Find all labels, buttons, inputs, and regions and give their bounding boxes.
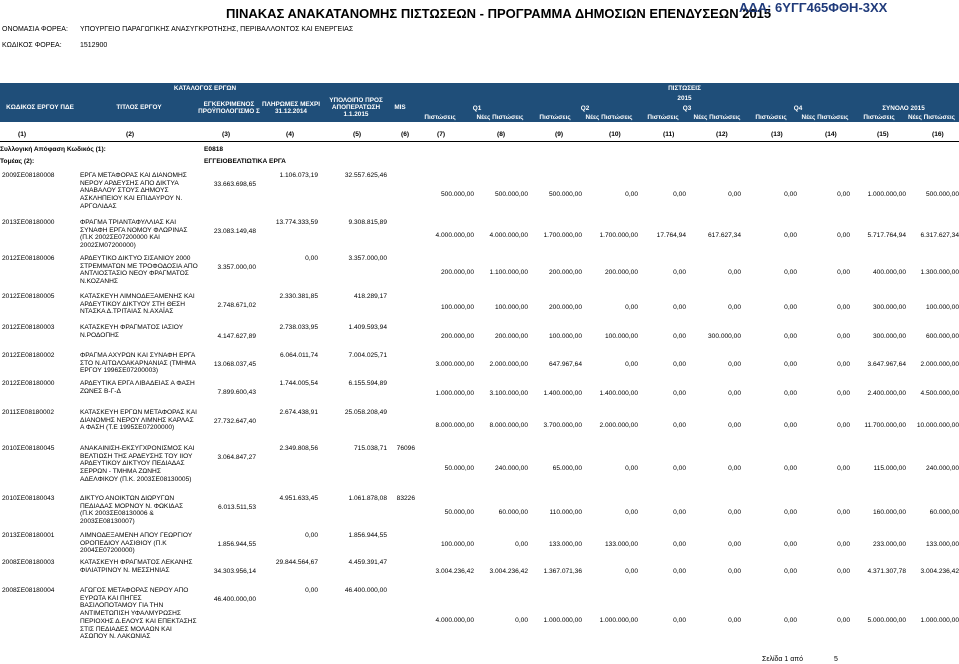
project-title: ΚΑΤΑΣΚΕΥΗ ΕΡΓΩΝ ΜΕΤΑΦΟΡΑΣ ΚΑΙ ΔΙΑΝΟΜΗΣ ΝΕΡΟΥ ΛΙΜΝΗΣ ΚΑΡΛΑΣ Α ΦΑΣΗ (Τ.Ε 1995ΣΕ07200000)	[80, 409, 197, 432]
code-col-header: ΚΩΔΙΚΟΣ ΕΡΓΟΥ ΠΔΕ	[0, 93, 80, 122]
column-number: (8)	[497, 131, 506, 138]
value-q1a: 3.000.000,00	[435, 361, 474, 368]
value-tb: 1.000.000,00	[920, 617, 959, 624]
value-c4: 6.064.011,74	[279, 352, 318, 359]
value-ta: 4.371.307,78	[867, 568, 906, 575]
value-q3a: 0,00	[673, 191, 686, 198]
column-number: (3)	[222, 131, 231, 138]
value-q3b: 300.000,00	[707, 333, 741, 340]
value-ta: 2.400.000,00	[867, 390, 906, 397]
group-sector-value: ΕΓΓΕΙΟΒΕΛΤΙΩΤΙΚΑ ΕΡΓΑ	[204, 158, 286, 165]
table-row	[0, 292, 959, 323]
q3-credit-header: Πιστώσεις	[638, 113, 688, 122]
value-q3a: 0,00	[673, 617, 686, 624]
project-code: 2009ΣΕ08180008	[2, 172, 55, 179]
code-label: ΚΩΔΙΚΟΣ ΦΟΡΕΑ:	[2, 42, 62, 49]
value-q2b: 0,00	[625, 509, 638, 516]
value-q3b: 0,00	[728, 422, 741, 429]
value-c4: 1.744.005,54	[279, 380, 318, 387]
value-q3b: 0,00	[728, 617, 741, 624]
table-row	[0, 531, 959, 558]
value-c3: 46.400.000,00	[213, 596, 256, 603]
value-q4b: 0,00	[837, 361, 850, 368]
value-q1b: 60.000,00	[498, 509, 528, 516]
value-tb: 133.000,00	[925, 541, 959, 548]
value-c4: 0,00	[305, 532, 318, 539]
table-row	[0, 171, 959, 218]
value-c3: 6.013.511,53	[217, 504, 256, 511]
project-code: 2010ΣΕ08180045	[2, 445, 55, 452]
value-q1a: 100.000,00	[440, 304, 474, 311]
value-q1b: 0,00	[515, 617, 528, 624]
q1-credit-header: Πιστώσεις	[410, 113, 470, 122]
table-row	[0, 558, 959, 586]
page-total: 5	[834, 656, 838, 663]
value-q2a: 1.367.071,36	[543, 568, 582, 575]
q4-credit-header: Πιστώσεις	[746, 113, 796, 122]
value-tb: 100.000,00	[925, 304, 959, 311]
value-q1a: 200.000,00	[440, 269, 474, 276]
value-c5: 3.357.000,00	[348, 255, 387, 262]
total-new-credit-header: Νέες Πιστώσεις	[904, 113, 959, 122]
value-ta: 5.000.000,00	[867, 617, 906, 624]
value-q1a: 8.000.000,00	[435, 422, 474, 429]
value-c3: 1.856.944,55	[217, 541, 256, 548]
value-c5: 6.155.594,89	[348, 380, 387, 387]
value-c4: 4.951.633,45	[279, 495, 318, 502]
q1-new-credit-header: Νέες Πιστώσεις	[470, 113, 530, 122]
value-c5: 4.459.391,47	[348, 559, 387, 566]
value-q3a: 0,00	[673, 361, 686, 368]
value-q2a: 110.000,00	[549, 509, 582, 516]
value-q2b: 133.000,00	[604, 541, 638, 548]
approved-col-header: ΕΓΚΕΚΡΙΜΕΝΟΣ ΠΡΟΫΠΟΛΟΓΙΣΜΟ Σ	[198, 93, 260, 122]
value-c4: 29.844.564,67	[275, 559, 318, 566]
value-ta: 300.000,00	[872, 304, 906, 311]
value-c3: 3.357.000,00	[217, 264, 256, 271]
value-q3a: 0,00	[673, 269, 686, 276]
project-title: ΚΑΤΑΣΚΕΥΗ ΦΡΑΓΜΑΤΟΣ ΙΑΣΙΟΥ Ν.ΡΟΔΟΠΗΣ	[80, 324, 183, 339]
q4-header: Q4	[748, 103, 848, 113]
catalog-header: ΚΑΤΑΛΟΓΟΣ ΕΡΓΩΝ	[0, 83, 410, 93]
mis-col-header: MIS	[390, 93, 410, 122]
value-c3: 7.899.600,43	[217, 389, 256, 396]
value-q1a: 4.000.000,00	[435, 617, 474, 624]
value-q4b: 0,00	[837, 304, 850, 311]
value-c3: 33.663.698,65	[213, 181, 256, 188]
page-label: Σελίδα 1 από	[762, 656, 803, 663]
value-q3a: 17.764,94	[656, 232, 686, 239]
column-number: (14)	[825, 131, 837, 138]
value-tb: 2.000.000,00	[920, 361, 959, 368]
value-q2b: 2.000.000,00	[599, 422, 638, 429]
value-q4b: 0,00	[837, 617, 850, 624]
table-row	[0, 254, 959, 292]
value-ta: 1.000.000,00	[867, 191, 906, 198]
value-c3: 34.303.956,14	[213, 568, 256, 575]
value-q4b: 0,00	[837, 191, 850, 198]
value-q4b: 0,00	[837, 269, 850, 276]
value-q2a: 1.000.000,00	[543, 617, 582, 624]
value-q1b: 100.000,00	[494, 304, 528, 311]
value-q1a: 50.000,00	[444, 509, 474, 516]
value-q1b: 1.100.000,00	[489, 269, 528, 276]
value-c4: 2.330.381,85	[279, 293, 318, 300]
org-label: ΟΝΟΜΑΣΙΑ ΦΟΡΕΑ:	[2, 26, 68, 33]
project-title: ΑΝΑΚΑΙΝΙΣΗ-ΕΚΣΥΓΧΡΟΝΙΣΜΟΣ ΚΑΙ ΒΕΛΤΙΩΣΗ ΤΗΣ ΑΡΔΕΥΣΗΣ ΤΟΥ ΙΙΟΥ ΑΡΔΕΥΤΙΚΟΥ ΔΙΚΤΥΟΥ ΠΕΔΙΑΔΑΣ ΣΕΡΡΩΝ - ΤΜΗΜΑ ΖΩΝΗΣ ΑΔΕΛΦΙΚΟΥ (Π.Κ. 2003ΣΕ08130005)	[80, 445, 195, 483]
project-code: 2008ΣΕ08180004	[2, 587, 55, 594]
value-q4b: 0,00	[837, 465, 850, 472]
q4-new-credit-header: Νέες Πιστώσεις	[796, 113, 854, 122]
table-row	[0, 586, 959, 656]
table-row	[0, 351, 959, 379]
value-ta: 11.700.000,00	[864, 422, 906, 429]
value-ta: 115.000,00	[873, 465, 906, 472]
value-q1b: 3.004.236,42	[489, 568, 528, 575]
q3-header: Q3	[626, 103, 748, 113]
column-number-row	[0, 131, 959, 141]
value-c3: 3.064.847,27	[217, 454, 256, 461]
value-q4b: 0,00	[837, 232, 850, 239]
project-code: 2013ΣΕ08180001	[2, 532, 55, 539]
value-q1b: 2.000.000,00	[489, 361, 528, 368]
value-q4a: 0,00	[784, 390, 797, 397]
value-c4: 13.774.333,59	[275, 219, 318, 226]
org-value: ΥΠΟΥΡΓΕΙΟ ΠΑΡΑΓΩΓΙΚΗΣ ΑΝΑΣΥΓΚΡΟΤΗΣΗΣ, ΠΕΡΙΒΑΛΛΟΝΤΟΣ ΚΑΙ ΕΝΕΡΓΕΙΑΣ	[80, 26, 354, 33]
column-number: (7)	[437, 131, 446, 138]
value-q3a: 0,00	[673, 465, 686, 472]
value-c5: 32.557.625,46	[344, 172, 387, 179]
value-q3a: 0,00	[673, 568, 686, 575]
value-q4b: 0,00	[837, 509, 850, 516]
value-c4: 0,00	[305, 587, 318, 594]
group-code-value: Ε0818	[204, 146, 224, 153]
value-tb: 3.004.236,42	[920, 568, 959, 575]
value-q2a: 647.967,64	[548, 361, 582, 368]
value-q1a: 1.000.000,00	[435, 390, 474, 397]
value-c4: 2.674.438,91	[279, 409, 318, 416]
value-q1a: 100.000,00	[440, 541, 474, 548]
project-code: 2013ΣΕ08180000	[2, 219, 55, 226]
value-tb: 6.317.627,34	[920, 232, 959, 239]
column-number: (10)	[609, 131, 621, 138]
value-ta: 400.000,00	[872, 269, 906, 276]
value-q4a: 0,00	[784, 191, 797, 198]
value-q4a: 0,00	[784, 232, 797, 239]
value-q2a: 200.000,00	[548, 269, 582, 276]
value-c5: 715.038,71	[353, 445, 387, 452]
year-header: 2015	[410, 93, 959, 103]
column-number: (2)	[126, 131, 135, 138]
value-c5: 1.061.878,08	[348, 495, 387, 502]
project-title: ΚΑΤΑΣΚΕΥΗ ΦΡΑΓΜΑΤΟΣ ΛΕΚΑΝΗΣ ΦΙΛΙΑΤΡΙΝΟΥ Ν. ΜΕΣΣΗΝΙΑΣ	[80, 559, 193, 574]
value-c5: 418.289,17	[353, 293, 387, 300]
value-tb: 500.000,00	[925, 191, 959, 198]
column-number: (4)	[286, 131, 295, 138]
value-q2b: 0,00	[625, 568, 638, 575]
table-row	[0, 218, 959, 254]
value-q3b: 0,00	[728, 304, 741, 311]
value-q2a: 500.000,00	[548, 191, 582, 198]
value-q4a: 0,00	[784, 361, 797, 368]
value-c3: 27.732.647,40	[213, 418, 256, 425]
column-number: (11)	[663, 131, 675, 138]
value-q1b: 0,00	[515, 541, 528, 548]
value-q3b: 0,00	[728, 568, 741, 575]
q2-new-credit-header: Νέες Πιστώσεις	[580, 113, 638, 122]
value-q1b: 240.000,00	[494, 465, 528, 472]
value-q2b: 200.000,00	[604, 269, 638, 276]
value-c3: 2.748.671,02	[217, 302, 256, 309]
value-q1a: 500.000,00	[440, 191, 474, 198]
group-code-label: Συλλογική Απόφαση Κωδικός (1):	[0, 146, 106, 153]
value-q1a: 4.000.000,00	[435, 232, 474, 239]
value-q4b: 0,00	[837, 422, 850, 429]
table-row	[0, 494, 959, 531]
value-c6: 76096	[396, 445, 415, 452]
value-q2b: 0,00	[625, 361, 638, 368]
remaining-col-header: ΥΠΟΛΟΙΠΟ ΠΡΟΣ ΑΠΟΠΕΡΑΤΩΣΗ 1.1.2015	[322, 93, 390, 122]
ada-code: ΑΔΑ: 6ΥΓΓ465ΦΘΗ-3ΧΧ	[739, 0, 888, 15]
project-code: 2010ΣΕ08180043	[2, 495, 55, 502]
value-q1b: 8.000.000,00	[489, 422, 528, 429]
value-tb: 4.500.000,00	[920, 390, 959, 397]
value-q1b: 3.100.000,00	[489, 390, 528, 397]
value-tb: 240.000,00	[925, 465, 959, 472]
value-q4a: 0,00	[784, 269, 797, 276]
project-title: ΕΡΓΑ ΜΕΤΑΦΟΡΑΣ ΚΑΙ ΔΙΑΝΟΜΗΣ ΝΕΡΟΥ ΑΡΔΕΥΣΗΣ ΑΠΟ ΔΙΚΤΥΑ ΑΝΑΒΑΛΟΥ ΣΤΟΥΣ ΔΗΜΟΥΣ ΑΣΚΛΗΠΕΙΟΥ ΚΑΙ ΕΠΙΔΑΥΡΟΥ Ν. ΑΡΓΟΛΙΔΑΣ	[80, 172, 187, 210]
value-c5: 46.400.000,00	[344, 587, 387, 594]
q2-credit-header: Πιστώσεις	[530, 113, 580, 122]
value-q3a: 0,00	[673, 541, 686, 548]
q3-new-credit-header: Νέες Πιστώσεις	[688, 113, 746, 122]
project-code: 2012ΣΕ08180000	[2, 380, 55, 387]
value-q1b: 200.000,00	[494, 333, 528, 340]
project-title: ΑΓΩΓΟΣ ΜΕΤΑΦΟΡΑΣ ΝΕΡΟΥ ΑΠΟ ΕΥΡΩΤΑ ΚΑΙ ΠΗΓΕΣ ΒΑΣΙΛΟΠΟΤΑΜΟΥ ΓΙΑ ΤΗΝ ΑΝΤΙΜΕΤΩΠΙΣΗ ΥΦΑΛΜΥΡΩΣΗΣ ΠΕΡΙΟΧΗΣ Δ.ΕΛΟΥΣ ΚΑΙ ΕΠΕΚΤΑΣΗΣ ΣΤΙΣ ΠΕΔΙΑΔΕΣ ΜΟΛΑΩΝ ΚΑΙ ΑΣΩΠΟΥ Ν. ΛΑΚΩΝΙΑΣ	[80, 587, 197, 641]
value-c4: 1.106.073,19	[279, 172, 318, 179]
column-number: (5)	[353, 131, 362, 138]
project-title: ΛΙΜΝΟΔΕΞΑΜΕΝΗ ΑΠΟΥ ΓΕΩΡΓΙΟΥ ΟΡΟΠΕΔΙΟΥ ΛΑΣΙΘΙΟΥ (Π.Κ 2004ΣΕ07200000)	[80, 532, 193, 555]
total-credit-header: Πιστώσεις	[854, 113, 904, 122]
value-q3a: 0,00	[673, 422, 686, 429]
payments-col-header: ΠΛΗΡΩΜΕΣ ΜΕΧΡΙ 31.12.2014	[260, 93, 322, 122]
value-c3: 4.147.627,89	[217, 333, 256, 340]
project-code: 2012ΣΕ08180003	[2, 324, 55, 331]
value-q2a: 100.000,00	[548, 333, 582, 340]
value-ta: 300.000,00	[872, 333, 906, 340]
value-q3b: 0,00	[728, 361, 741, 368]
title-col-header: ΤΙΤΛΟΣ ΕΡΓΟΥ	[80, 93, 198, 122]
project-title: ΑΡΔΕΥΤΙΚΑ ΕΡΓΑ ΛΙΒΑΔΕΙΑΣ Α ΦΑΣΗ ΖΩΝΕΣ Β-Γ-Δ	[80, 380, 195, 395]
value-c6: 83226	[396, 495, 415, 502]
value-c3: 13.068.037,45	[213, 361, 256, 368]
table-row	[0, 323, 959, 351]
project-title: ΦΡΑΓΜΑ ΤΡΙΑΝΤΑΦΥΛΛΙΑΣ ΚΑΙ ΣΥΝΑΦΗ ΕΡΓΑ ΝΟΜΟΥ ΦΛΩΡΙΝΑΣ (Π.Κ 2002ΣΕ07200000 ΚΑΙ 2002ΣΜ07200000)	[80, 219, 188, 250]
column-number: (6)	[401, 131, 410, 138]
value-c5: 7.004.025,71	[348, 352, 387, 359]
value-q2b: 0,00	[625, 191, 638, 198]
value-q3b: 0,00	[728, 390, 741, 397]
value-c4: 0,00	[305, 255, 318, 262]
column-number: (16)	[932, 131, 944, 138]
value-c5: 1.856.944,55	[348, 532, 387, 539]
value-q4a: 0,00	[784, 333, 797, 340]
column-number: (13)	[771, 131, 783, 138]
project-title: ΦΡΑΓΜΑ ΑΧΥΡΩΝ ΚΑΙ ΣΥΝΑΦΗ ΕΡΓΑ ΣΤΟ Ν.ΑΙΤΩΛΟΑΚΑΡΝΑΝΙΑΣ (ΤΜΗΜΑ ΕΡΓΟΥ 1996ΣΕ07200003)	[80, 352, 196, 375]
total-header: ΣΥΝΟΛΟ 2015	[848, 103, 959, 113]
value-q1a: 3.004.236,42	[435, 568, 474, 575]
project-code: 2008ΣΕ08180003	[2, 559, 55, 566]
value-q2b: 1.000.000,00	[599, 617, 638, 624]
column-number: (9)	[555, 131, 564, 138]
value-q4a: 0,00	[784, 422, 797, 429]
group-sector-label: Τομέας (2):	[0, 158, 35, 165]
value-q3b: 0,00	[728, 269, 741, 276]
value-c5: 1.409.593,94	[348, 324, 387, 331]
value-q3b: 617.627,34	[707, 232, 741, 239]
value-tb: 600.000,00	[925, 333, 959, 340]
value-q3b: 0,00	[728, 191, 741, 198]
table-row	[0, 379, 959, 408]
project-code: 2012ΣΕ08180002	[2, 352, 55, 359]
column-number: (1)	[18, 131, 27, 138]
project-code: 2012ΣΕ08180005	[2, 293, 55, 300]
value-ta: 5.717.764,94	[867, 232, 906, 239]
value-c5: 9.308.815,89	[348, 219, 387, 226]
value-q3b: 0,00	[728, 465, 741, 472]
q2-header: Q2	[544, 103, 626, 113]
project-title: ΚΑΤΑΣΚΕΥΗ ΛΙΜΝΟΔΕΞΑΜΕΝΗΣ ΚΑΙ ΑΡΔΕΥΤΙΚΟΥ ΔΙΚΤΥΟΥ ΣΤΗ ΘΕΣΗ ΝΤΑΣΚΑ Δ.ΤΡΙΤΑΙΑΣ Ν.ΑΧΑΪΑΣ	[80, 293, 195, 316]
value-q4b: 0,00	[837, 541, 850, 548]
value-q3a: 0,00	[673, 390, 686, 397]
value-q2a: 133.000,00	[548, 541, 582, 548]
value-q2b: 1.700.000,00	[599, 232, 638, 239]
value-q3b: 0,00	[728, 541, 741, 548]
value-ta: 160.000,00	[872, 509, 906, 516]
value-q2b: 0,00	[625, 304, 638, 311]
value-q4a: 0,00	[784, 568, 797, 575]
value-q2a: 3.700.000,00	[543, 422, 582, 429]
value-q2a: 200.000,00	[548, 304, 582, 311]
value-c5: 25.058.208,49	[344, 409, 387, 416]
project-title: ΑΡΔΕΥΤΙΚΟ ΔΙΚΤΥΟ ΣΙΣΑΝΙΟΥ 2000 ΣΤΡΕΜΜΑΤΩΝ ΜΕ ΤΡΟΦΟΔΟΣΙΑ ΑΠΟ ΑΝΤΛΙΟΣΤΑΣΙΟ ΝΕΟΥ ΦΡΑΓΜΑΤΟΣ Ν.ΚΟΖΑΝΗΣ	[80, 255, 198, 286]
value-q2b: 0,00	[625, 465, 638, 472]
value-q2b: 1.400.000,00	[599, 390, 638, 397]
value-q2a: 1.400.000,00	[543, 390, 582, 397]
value-q4a: 0,00	[784, 541, 797, 548]
value-c3: 23.083.149,48	[213, 228, 256, 235]
value-c4: 2.349.808,56	[279, 445, 318, 452]
value-q3a: 0,00	[673, 333, 686, 340]
value-q1b: 500.000,00	[494, 191, 528, 198]
value-q4a: 0,00	[784, 509, 797, 516]
value-q4b: 0,00	[837, 333, 850, 340]
value-tb: 1.300.000,00	[920, 269, 959, 276]
value-tb: 60.000,00	[929, 509, 959, 516]
value-q2a: 65.000,00	[552, 465, 582, 472]
project-code: 2012ΣΕ08180006	[2, 255, 55, 262]
credits-header: ΠΙΣΤΩΣΕΙΣ	[410, 83, 959, 93]
value-q2b: 100.000,00	[604, 333, 638, 340]
value-q3a: 0,00	[673, 304, 686, 311]
value-q3a: 0,00	[673, 509, 686, 516]
value-q4b: 0,00	[837, 390, 850, 397]
value-q2a: 1.700.000,00	[543, 232, 582, 239]
value-ta: 233.000,00	[872, 541, 906, 548]
header-separator	[0, 141, 959, 142]
table-row	[0, 444, 959, 494]
q1-header: Q1	[410, 103, 544, 113]
value-q3b: 0,00	[728, 509, 741, 516]
table-row	[0, 408, 959, 444]
column-number: (15)	[877, 131, 889, 138]
value-q4a: 0,00	[784, 304, 797, 311]
value-ta: 3.647.967,64	[867, 361, 906, 368]
column-number: (12)	[716, 131, 728, 138]
document-title: ΠΙΝΑΚΑΣ ΑΝΑΚΑΤΑΝΟΜΗΣ ΠΙΣΤΩΣΕΩΝ - ΠΡΟΓΡΑΜΜΑ ΔΗΜΟΣΙΩΝ ΕΠΕΝΔΥΣΕΩΝ 2015	[226, 6, 772, 21]
value-q1b: 4.000.000,00	[489, 232, 528, 239]
value-q4a: 0,00	[784, 465, 797, 472]
project-title: ΔΙΚΤΥΟ ΑΝΟΙΚΤΩΝ ΔΙΩΡΥΓΩΝ ΠΕΔΙΑΔΑΣ ΜΟΡΝΟΥ Ν. ΦΩΚΙΔΑΣ (Π.Κ 2003ΣΕ08130006 & 2003ΣΕ08130007)	[80, 495, 184, 526]
project-code: 2011ΣΕ08180002	[2, 409, 54, 416]
value-q4b: 0,00	[837, 568, 850, 575]
value-tb: 10.000.000,00	[916, 422, 959, 429]
value-q4a: 0,00	[784, 617, 797, 624]
code-value: 1512900	[80, 42, 108, 49]
value-q1a: 200.000,00	[440, 333, 474, 340]
value-c4: 2.738.033,95	[279, 324, 318, 331]
value-q1a: 50.000,00	[444, 465, 474, 472]
